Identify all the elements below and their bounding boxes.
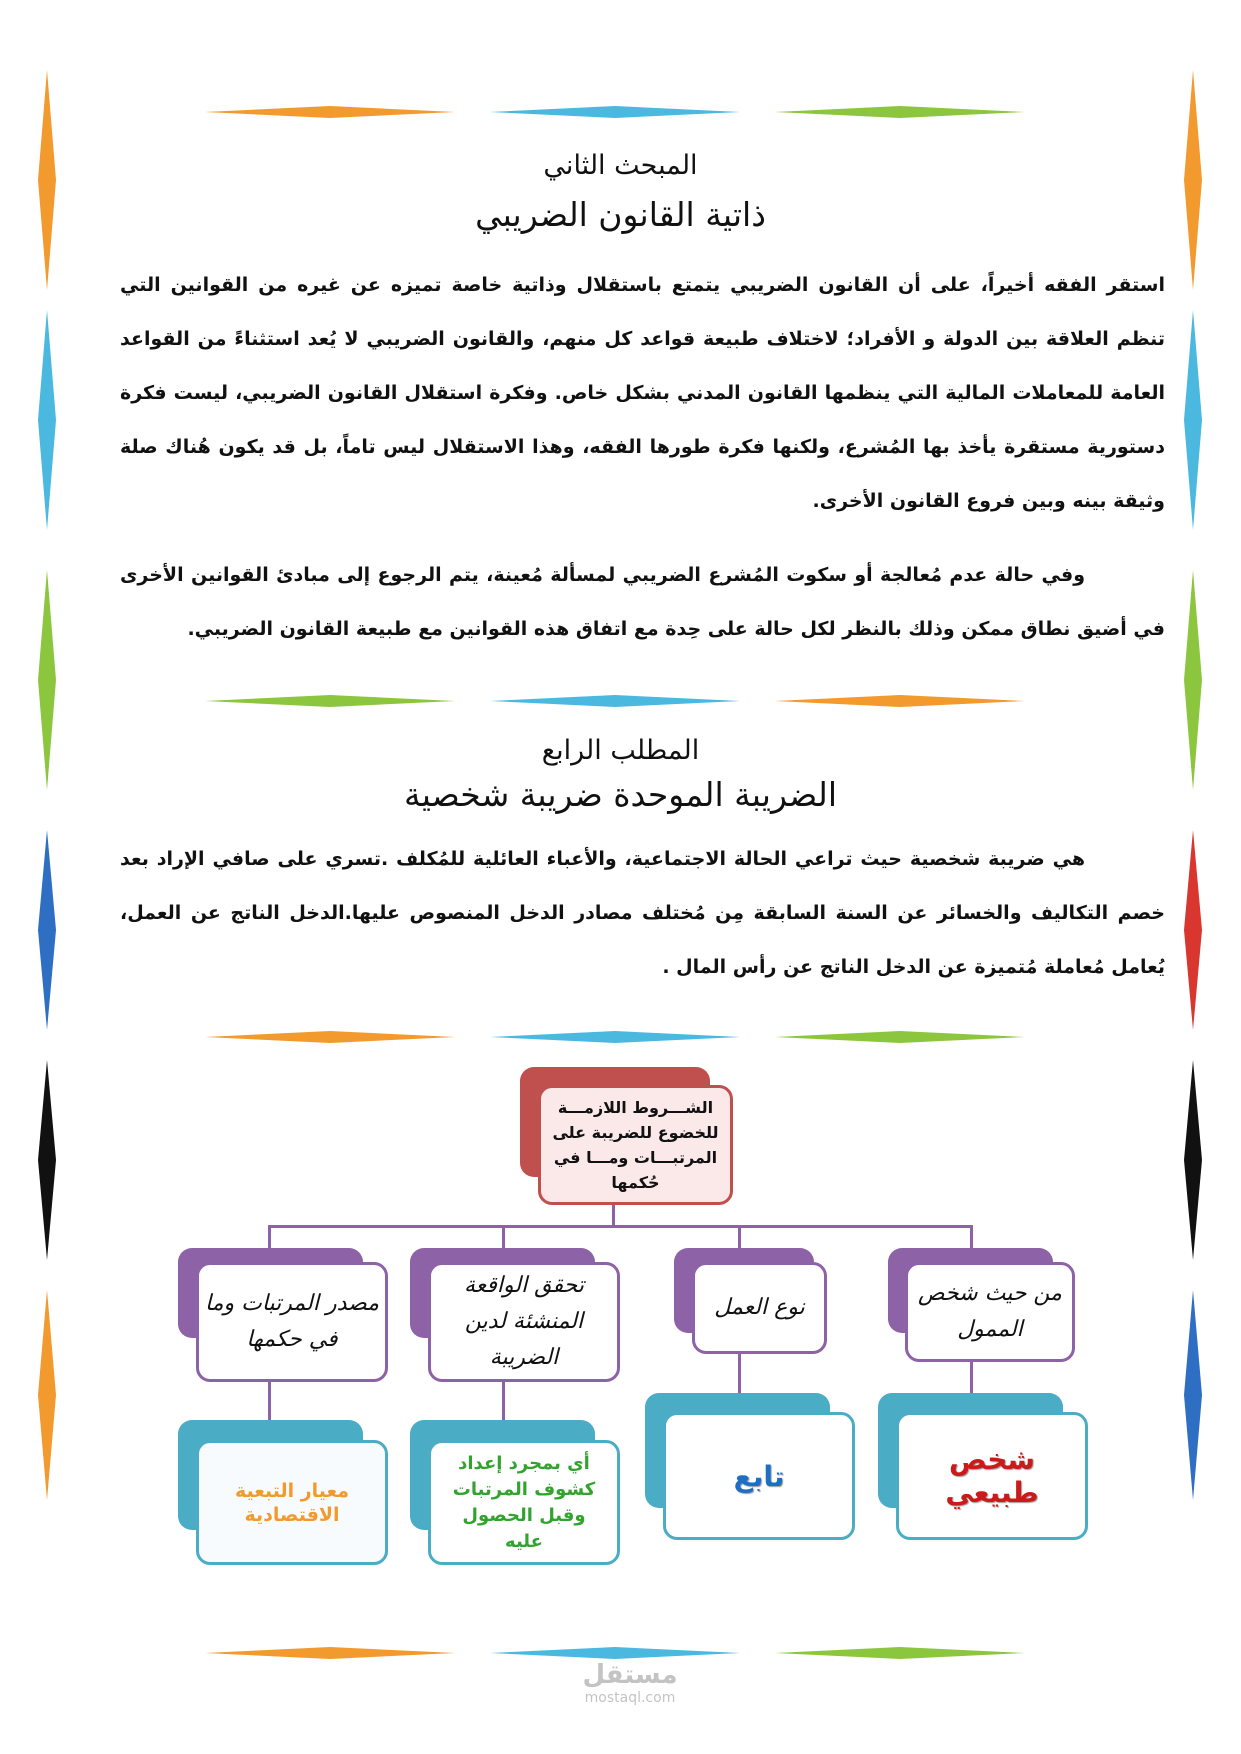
section1-subtitle: المبحث الثاني [543, 150, 698, 181]
section1-paragraph1: استقر الفقه أخيراً، على أن القانون الضريبي يتمتع باستقلال وذاتية خاصة تميزه عن غيره من القوانين التي تنظم العلاقة بين الدولة و الأفراد؛ لاختلاف طبيعة قواعد كل منهم، والقانون الضريبي لا يُعد استثناءً من القواعد العامة للمعاملات المالية التي ينظمها القانون المدني بشكل خاص. وفكرة استقلال القانون الضريبي، ليست فكرة دستورية مستقرة يأخذ بها المُشرع، ولكنها فكرة طورها الفقه، وهذا الاستقلال ليس تاماً، بل قد يكون هُناك صلة وثيقة بينه وبين فروع القانون الأخرى. [120, 274, 1165, 512]
connector-down-2 [738, 1354, 741, 1396]
connector-down-1 [970, 1362, 973, 1396]
result4-label: معيار التبعية الاقتصادية [234, 1479, 350, 1526]
result1-label: شخص طبيعي [945, 1443, 1039, 1509]
result4-box [196, 1440, 388, 1565]
section1-paragraph2: وفي حالة عدم مُعالجة أو سكوت المُشرع الضريبي لمسألة مُعينة، يتم الرجوع إلى مبادئ القوانين الأخرى في أضيق نطاق ممكن وذلك بالنظر لكل حالة على حِدة مع اتفاق هذه القوانين مع طبيعة القانون الضريبي. [120, 564, 1165, 640]
separator-middle [205, 694, 1035, 708]
branch4-label: مصدر المرتبات وما في حكمها [205, 1291, 379, 1352]
section2-paragraph: هي ضريبة شخصية حيث تراعي الحالة الاجتماعية، والأعباء العائلية للمُكلف .تسري على صافي الإراد بعد خصم التكاليف والخسائر عن السنة السابقة مِن مُختلف مصادر الدخل المنصوص عليها.الدخل الناتج عن العمل، يُعامل مُعاملة مُتميزة عن الدخل الناتج عن رأس المال . [120, 848, 1165, 978]
section1-title: ذاتية القانون الضريبي [475, 195, 766, 234]
separator-diagram [205, 1030, 1035, 1044]
root-label: الشـــروط اللازمـــة للخضوع للضريبة على المرتبـــات ومـــا في حُكمها [552, 1098, 719, 1192]
branch3-box [428, 1262, 620, 1382]
connector-down-4 [268, 1382, 271, 1422]
root-box [538, 1085, 733, 1205]
branch3-label: تحقق الواقعة المنشئة لدين الضريبة [463, 1273, 584, 1370]
result3-box [428, 1440, 620, 1565]
result1-box [896, 1412, 1088, 1540]
branch1-label: من حيث شخص الممول [918, 1281, 1062, 1342]
result3-label: أي بمجرد إعداد كشوف المرتبات وقبل الحصول عليه [452, 1452, 596, 1552]
connector-down-3 [502, 1382, 505, 1422]
watermark-sub: mostaql.com [584, 1690, 676, 1706]
result2-box [663, 1412, 855, 1540]
connector-root-stem [612, 1205, 615, 1226]
watermark [540, 1660, 720, 1706]
separator-bottom [205, 1646, 1035, 1660]
section2-subtitle: المطلب الرابع [541, 735, 700, 766]
separator-top [205, 105, 1035, 119]
section2-title: الضريبة الموحدة ضريبة شخصية [404, 775, 837, 814]
connector-horizontal [268, 1225, 972, 1228]
branch2-box [692, 1262, 827, 1354]
result2-label: تابع [733, 1459, 785, 1493]
watermark-text: مستقل [582, 1660, 678, 1690]
branch4-box [196, 1262, 388, 1382]
branch1-box [905, 1262, 1075, 1362]
branch2-label: نوع العمل [714, 1295, 805, 1320]
